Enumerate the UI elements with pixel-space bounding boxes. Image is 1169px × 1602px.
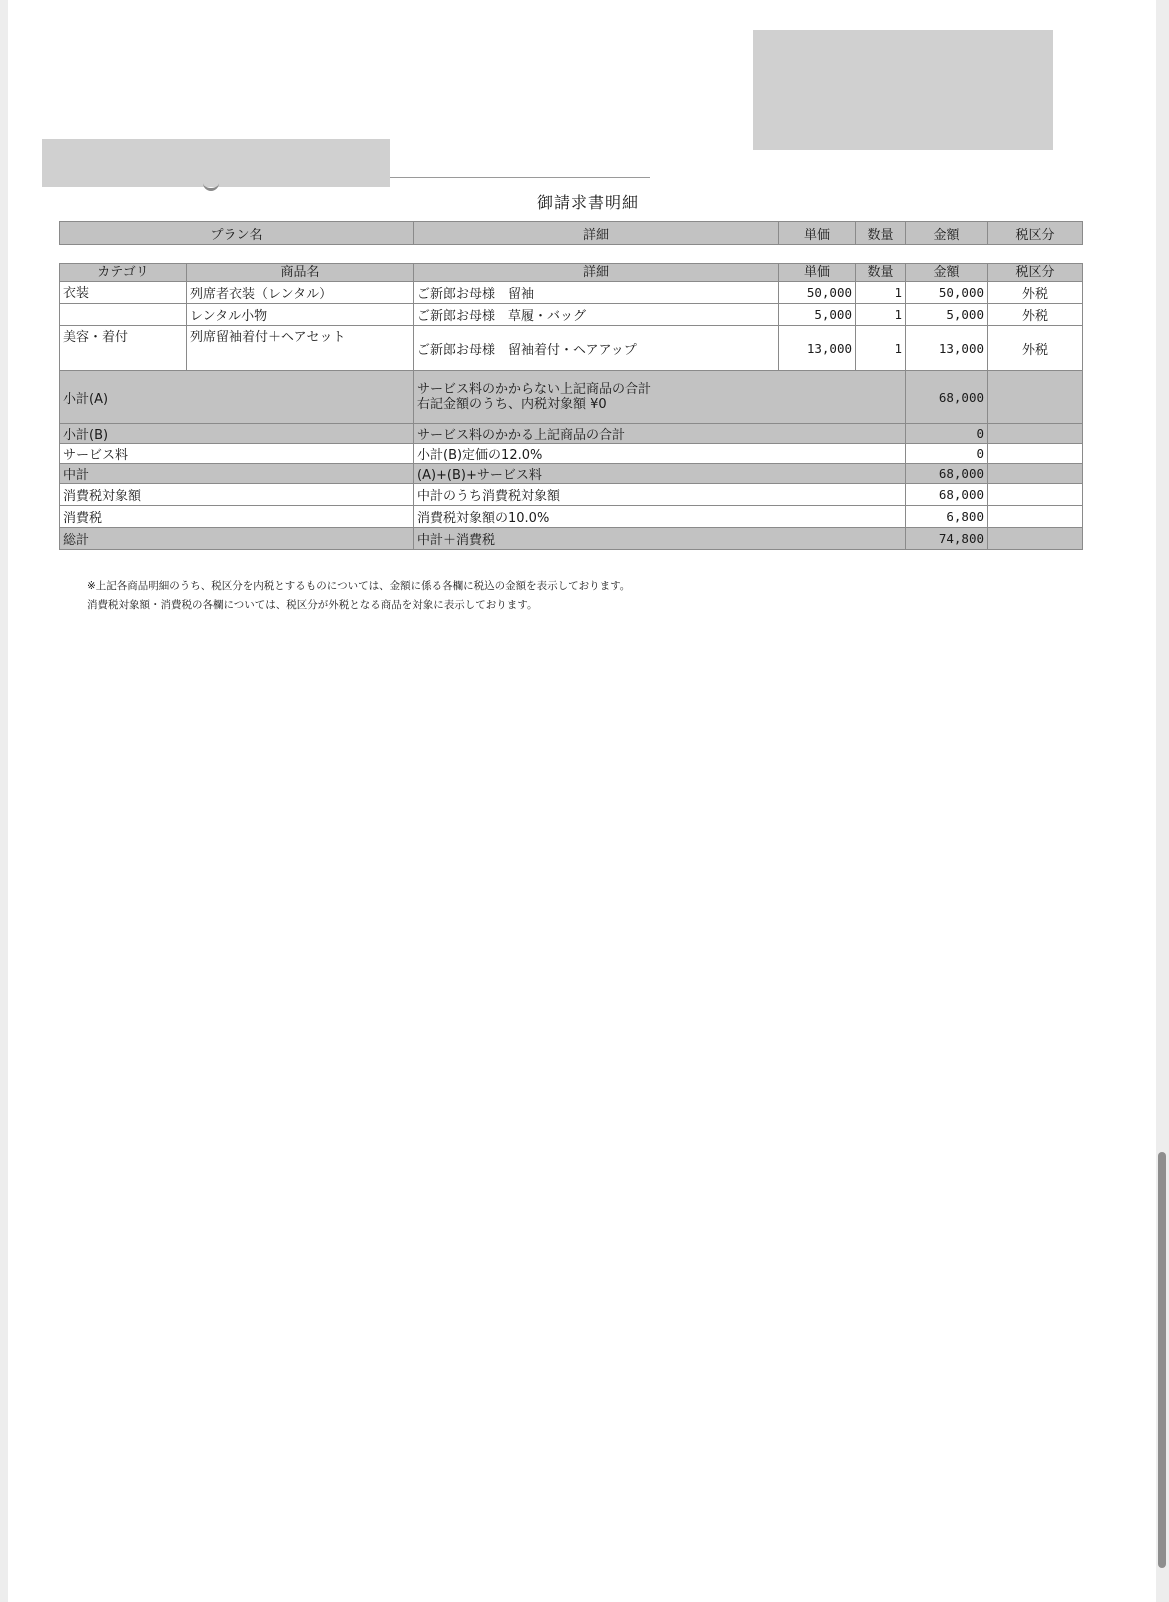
grand-total-tax	[988, 528, 1083, 550]
plan-header-detail: 詳細	[414, 222, 779, 245]
row-category: 衣装	[60, 282, 187, 304]
table-row	[60, 304, 1083, 326]
taxable-label: 消費税対象額	[60, 484, 414, 506]
taxable-row	[60, 484, 1083, 506]
subtotal-a-desc-line2: 右記金額のうち、内税対象額 ¥0	[417, 397, 607, 412]
footnotes	[87, 577, 630, 615]
midtotal-amount: 68,000	[906, 464, 988, 484]
header-product: 商品名	[187, 264, 414, 282]
tax-desc: 消費税対象額の10.0%	[414, 506, 906, 528]
row-amount: 13,000	[906, 326, 988, 371]
tax-amount: 6,800	[906, 506, 988, 528]
row-qty: 1	[856, 326, 906, 371]
footnote-line-2: 消費税対象額・消費税の各欄については、税区分が外税となる商品を対象に表示しております。	[87, 599, 538, 611]
midtotal-desc: (A)+(B)+サービス料	[414, 464, 906, 484]
midtotal-row	[60, 464, 1083, 484]
row-tax: 外税	[988, 282, 1083, 304]
subtotal-a-desc	[414, 371, 906, 424]
row-detail: ご新郎お母様 留袖	[414, 282, 779, 304]
row-tax: 外税	[988, 326, 1083, 371]
grand-total-label: 総計	[60, 528, 414, 550]
service-fee-tax	[988, 444, 1083, 464]
header-detail: 詳細	[414, 264, 779, 282]
taxable-amount: 68,000	[906, 484, 988, 506]
header-amount: 金額	[906, 264, 988, 282]
plan-header-amount: 金額	[906, 222, 988, 245]
row-product: 列席留袖着付＋ヘアセット	[187, 326, 414, 371]
row-product: レンタル小物	[187, 304, 414, 326]
subtotal-b-tax	[988, 424, 1083, 444]
row-detail: ご新郎お母様 草履・バッグ	[414, 304, 779, 326]
plan-table	[59, 221, 1083, 245]
grand-total-desc: 中計＋消費税	[414, 528, 906, 550]
service-fee-amount: 0	[906, 444, 988, 464]
items-table	[59, 263, 1083, 550]
redacted-block-top	[753, 30, 1053, 150]
service-fee-desc: 小計(B)定価の12.0%	[414, 444, 906, 464]
row-unit-price: 5,000	[779, 304, 856, 326]
subtotal-a-desc-line1: サービス料のかからない上記商品の合計	[417, 382, 652, 397]
row-detail: ご新郎お母様 留袖着付・ヘアアップ	[414, 326, 779, 371]
logo-fragment	[203, 181, 219, 191]
redacted-block-left	[42, 139, 390, 187]
plan-header-row	[60, 222, 1083, 245]
tax-row	[60, 506, 1083, 528]
subtotal-a-tax	[988, 371, 1083, 424]
footnote-line-1: ※上記各商品明細のうち、税区分を内税とするものについては、金額に係る各欄に税込の金額を表示しております。	[87, 580, 631, 592]
row-qty: 1	[856, 304, 906, 326]
subtotal-b-desc: サービス料のかかる上記商品の合計	[414, 424, 906, 444]
grand-total-amount: 74,800	[906, 528, 988, 550]
subtotal-b-label: 小計(B)	[60, 424, 414, 444]
midtotal-tax	[988, 464, 1083, 484]
title-rule	[390, 177, 650, 178]
row-category: 美容・着付	[60, 326, 187, 371]
table-row	[60, 326, 1083, 371]
header-category: カテゴリ	[60, 264, 187, 282]
service-fee-row	[60, 444, 1083, 464]
items-header-row	[60, 264, 1083, 282]
row-unit-price: 50,000	[779, 282, 856, 304]
grand-total-row	[60, 528, 1083, 550]
row-amount: 50,000	[906, 282, 988, 304]
vertical-scrollbar-thumb[interactable]	[1158, 1152, 1166, 1568]
plan-header-qty: 数量	[856, 222, 906, 245]
plan-header-unit-price: 単価	[779, 222, 856, 245]
midtotal-label: 中計	[60, 464, 414, 484]
row-product: 列席者衣装（レンタル）	[187, 282, 414, 304]
taxable-tax	[988, 484, 1083, 506]
row-category	[60, 304, 187, 326]
subtotal-a-label: 小計(A)	[60, 371, 414, 424]
header-tax: 税区分	[988, 264, 1083, 282]
plan-header-tax: 税区分	[988, 222, 1083, 245]
row-amount: 5,000	[906, 304, 988, 326]
service-fee-label: サービス料	[60, 444, 414, 464]
subtotal-b-amount: 0	[906, 424, 988, 444]
table-row	[60, 282, 1083, 304]
document-title: 御請求書明細	[536, 193, 639, 212]
subtotal-a-amount: 68,000	[906, 371, 988, 424]
plan-header-name: プラン名	[60, 222, 414, 245]
row-tax: 外税	[988, 304, 1083, 326]
row-unit-price: 13,000	[779, 326, 856, 371]
row-qty: 1	[856, 282, 906, 304]
tax-label: 消費税	[60, 506, 414, 528]
subtotal-b-row	[60, 424, 1083, 444]
taxable-desc: 中計のうち消費税対象額	[414, 484, 906, 506]
header-unit-price: 単価	[779, 264, 856, 282]
subtotal-a-row	[60, 371, 1083, 424]
header-qty: 数量	[856, 264, 906, 282]
tax-tax	[988, 506, 1083, 528]
